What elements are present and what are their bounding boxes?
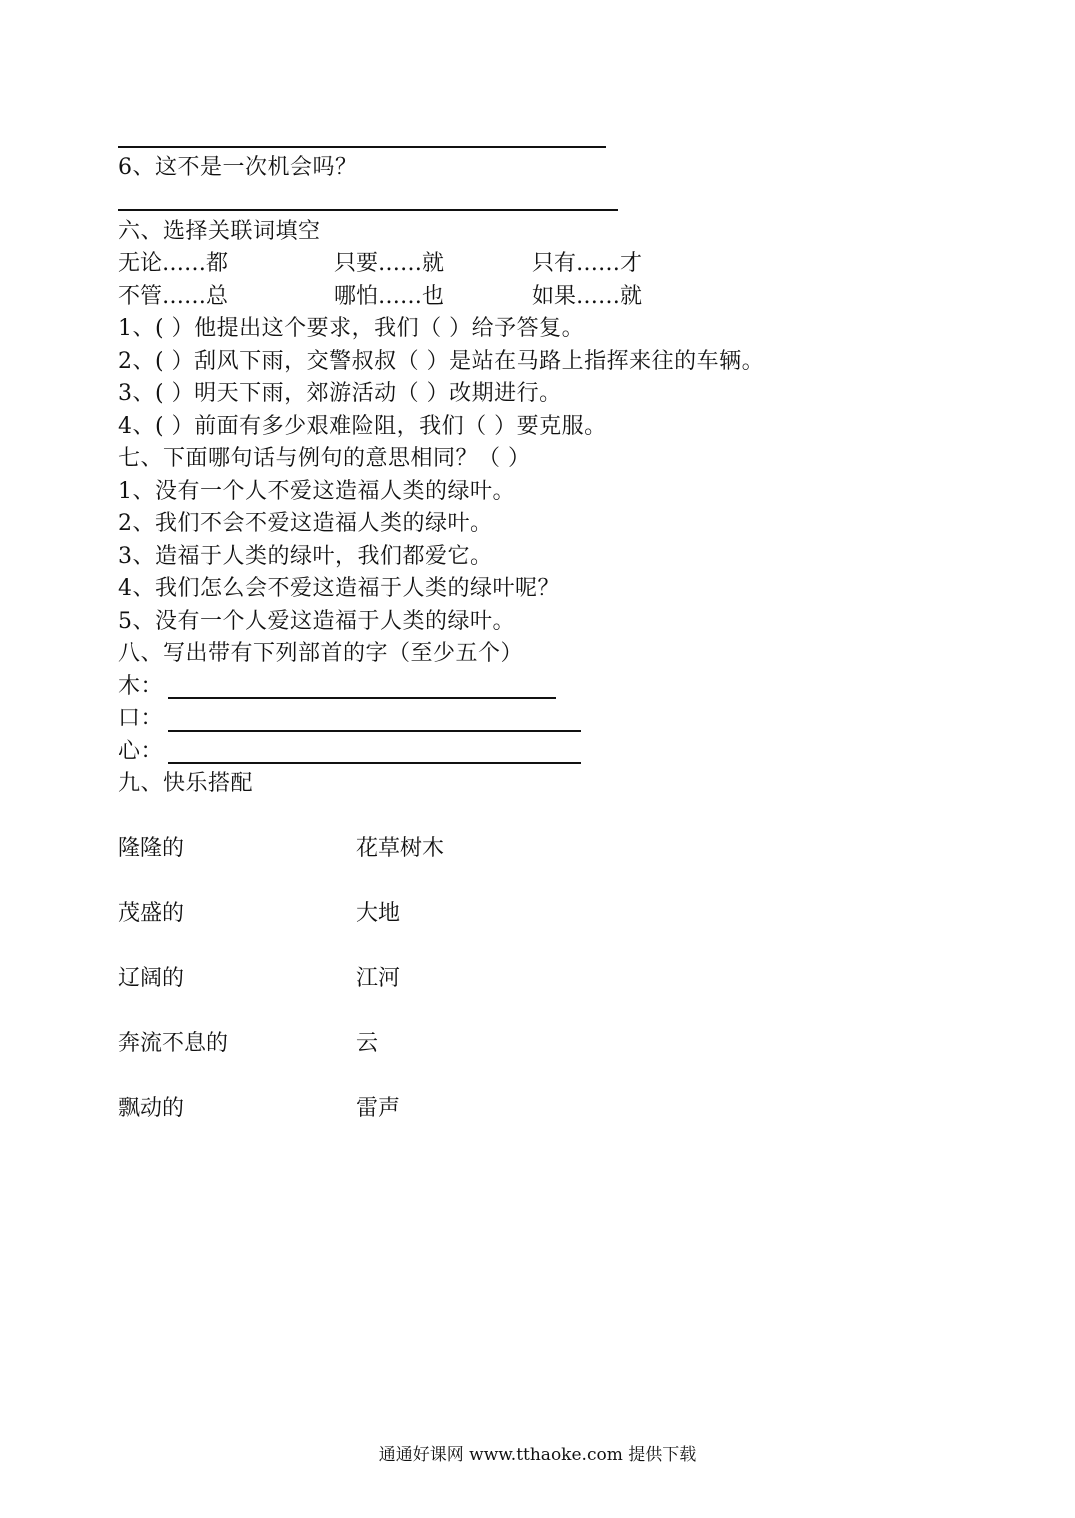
match-right-item: 江河: [356, 966, 401, 991]
match-left-item: 茂盛的: [118, 901, 185, 926]
match-left-item: 飘动的: [118, 1096, 185, 1121]
connective-word: 只有……才: [532, 251, 643, 276]
answer-line: [168, 697, 556, 699]
match-right-item: 云: [356, 1031, 379, 1056]
radical-label-kou: 口：: [118, 706, 164, 731]
match-left-item: 辽阔的: [118, 966, 185, 991]
answer-line: [118, 146, 606, 148]
fill-blank-item: 3、( ）明天下雨，郊游活动（ ）改期进行。: [118, 381, 562, 406]
connective-word: 不管……总: [118, 284, 229, 309]
choice-item: 2、我们不会不爱这造福人类的绿叶。: [118, 511, 493, 536]
choice-item: 4、我们怎么会不爱这造福于人类的绿叶呢？: [118, 576, 560, 601]
radical-label-xin: 心：: [118, 739, 164, 764]
connective-word: 哪怕……也: [334, 284, 445, 309]
fill-blank-item: 2、( ）刮风下雨，交警叔叔（ ）是站在马路上指挥来往的车辆。: [118, 349, 765, 374]
answer-line: [168, 730, 581, 732]
match-left-item: 奔流不息的: [118, 1031, 229, 1056]
choice-item: 5、没有一个人爱这造福于人类的绿叶。: [118, 609, 515, 634]
match-right-item: 花草树木: [356, 836, 445, 861]
section-8-title: 八、写出带有下列部首的字（至少五个）: [118, 641, 524, 666]
match-right-item: 大地: [356, 901, 401, 926]
answer-line: [168, 762, 581, 764]
match-right-item: 雷声: [356, 1096, 401, 1121]
section-7-title: 七、下面哪句话与例句的意思相同？（ ）: [118, 446, 531, 471]
connective-word: 无论……都: [118, 251, 229, 276]
fill-blank-item: 4、( ）前面有多少艰难险阻，我们（ ）要克服。: [118, 414, 607, 439]
connective-word: 只要……就: [334, 251, 445, 276]
page-footer: 通通好课网 www.tthaoke.com 提供下载: [378, 1445, 697, 1465]
choice-item: 1、没有一个人不爱这造福人类的绿叶。: [118, 479, 515, 504]
section-6-title: 六、选择关联词填空: [118, 219, 321, 244]
connective-word: 如果……就: [532, 284, 643, 309]
match-left-item: 隆隆的: [118, 836, 185, 861]
answer-line: [118, 209, 618, 211]
choice-item: 3、造福于人类的绿叶，我们都爱它。: [118, 544, 493, 569]
section-9-title: 九、快乐搭配: [118, 771, 254, 796]
fill-blank-item: 1、( ）他提出这个要求，我们（ ）给予答复。: [118, 316, 585, 341]
radical-label-mu: 木：: [118, 674, 164, 699]
question-6: 6、这不是一次机会吗？: [118, 155, 358, 180]
